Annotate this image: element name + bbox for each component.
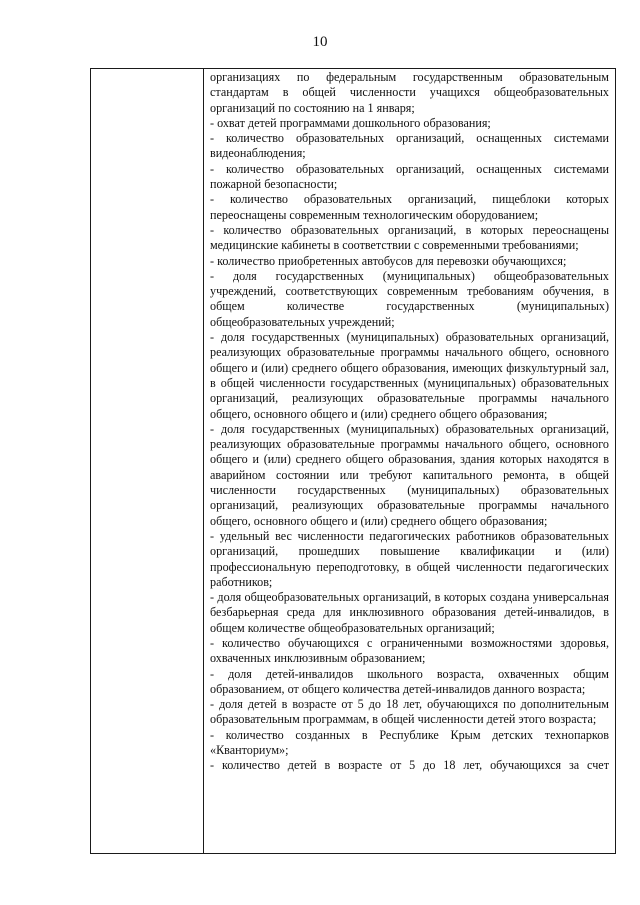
list-item: - доля детей-инвалидов школьного возраста, охваченных общим образованием, от общего количества детей-инвалидов данного возраста; xyxy=(210,666,609,696)
page-number: 10 xyxy=(312,34,328,50)
list-item: - количество детей в возрасте от 5 до 18 лет, обучающихся за счет xyxy=(210,758,609,773)
list-item: - количество образовательных организаций, пищеблоки которых переоснащены современным технологическим оборудованием; xyxy=(210,192,609,222)
empty-left-cell xyxy=(91,69,204,854)
list-item: - доля общеобразовательных организаций, в которых создана универсальная безбарьерная среда для инклюзивного образования детей-инвалидов, в общем количестве общеобразовательных организаций; xyxy=(210,590,609,635)
list-item: - количество обучающихся с ограниченными возможностями здоровья, охваченных инклюзивным образованием; xyxy=(210,635,609,666)
list-item: - количество образовательных организаций, оснащенных системами видеонаблюдения; xyxy=(210,131,609,161)
list-item: организациях по федеральным государственным образовательным стандартам в общей численности учащихся общеобразовательных организаций по состоянию на 1 января; xyxy=(210,70,609,115)
indicators-table xyxy=(90,68,616,854)
list-item: - количество созданных в Республике Крым детских технопарков «Кванториум»; xyxy=(210,727,609,758)
list-item: - доля государственных (муниципальных) образовательных организаций, реализующих образовательные программы начального общего, основного общего и (или) среднего общего образования, здания которых находятся в аварийном состоянии или требуют капитального ремонта, в общей численности государственных (муниципальных) образовательных организаций, реализующих образовательные программы начального общего, основного общего и (или) среднего общего образования; xyxy=(210,421,609,528)
list-item: - доля детей в возрасте от 5 до 18 лет, обучающихся по дополнительным образовательным программам, в общей численности детей этого возраста; xyxy=(210,697,609,727)
list-item: - удельный вес численности педагогических работников образовательных организаций, прошедших повышение квалификации и (или) профессиональную переподготовку, в общей численности педагогических работников; xyxy=(210,528,609,589)
list-item: - доля государственных (муниципальных) образовательных организаций, реализующих образовательные программы начального общего, основного общего и (или) среднего общего образования, имеющих физкультурный зал, в общей численности государственных (муниципальных) образовательных организаций, реализующих образовательные программы начального общего, основного общего и (или) среднего общего образования; xyxy=(210,330,609,421)
table-row xyxy=(91,69,616,854)
indicators-cell xyxy=(204,69,616,854)
list-item: - доля государственных (муниципальных) общеобразовательных учреждений, соответствующих современным требованиям обучения, в общем количестве государственных (муниципальных) общеобразовательных учреждений; xyxy=(210,268,609,329)
list-item: - количество приобретенных автобусов для перевозки обучающихся; xyxy=(210,253,567,268)
list-item: - количество образовательных организаций, в которых переоснащены медицинские кабинеты в соответствии с современными требованиями; xyxy=(210,222,609,253)
list-item: - охват детей программами дошкольного образования; xyxy=(210,115,491,130)
list-item: - количество образовательных организаций, оснащенных системами пожарной безопасности; xyxy=(210,161,609,192)
indicator-list xyxy=(210,70,609,774)
